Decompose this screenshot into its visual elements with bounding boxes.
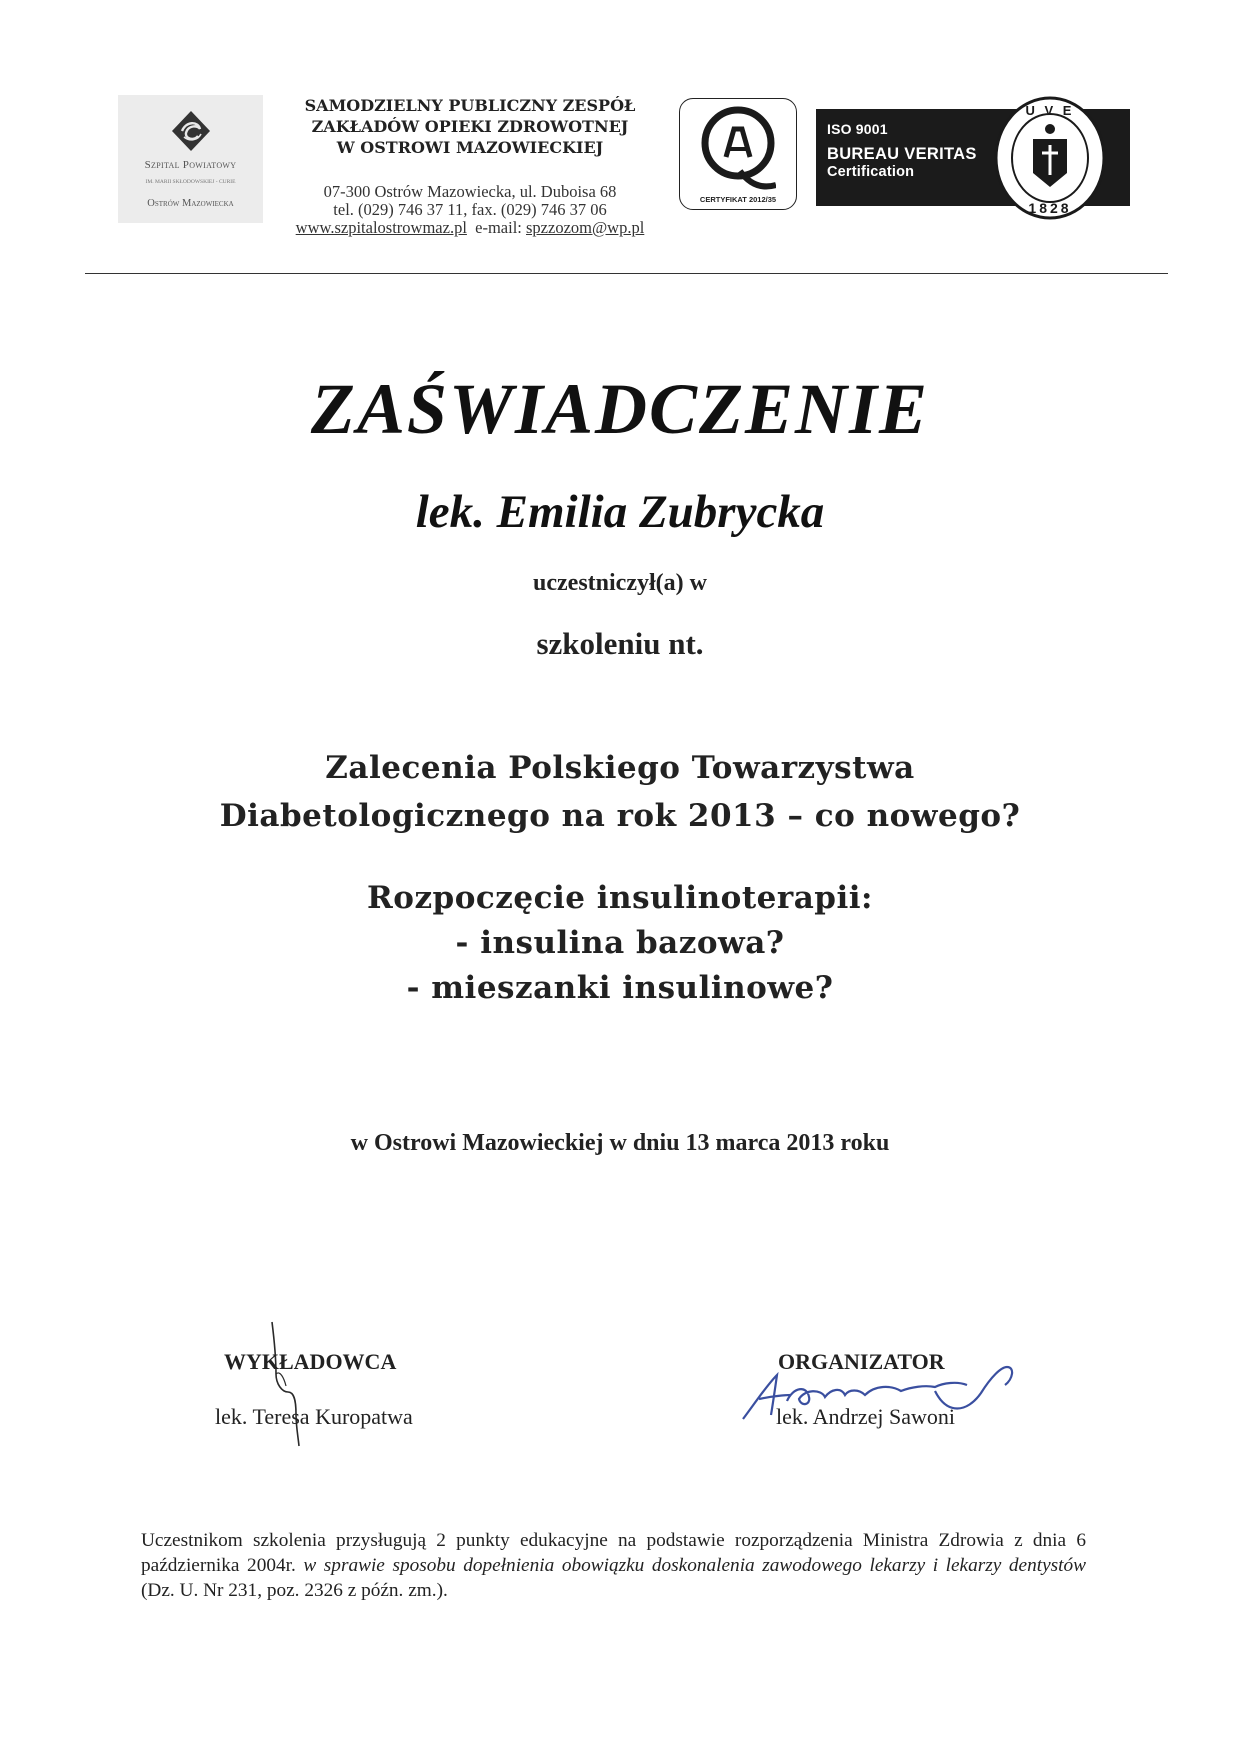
footnote-text: Uczestnikom szkolenia przysługują 2 punkty edukacyjne na podstawie rozporządzenia Ministra Zdrowia z dnia 6 października 2004r. <box>141 1530 1086 1576</box>
participation-text: uczestniczył(a) w <box>533 570 707 596</box>
training-topic-line: - mieszanki insulinowe? <box>406 970 834 1006</box>
hospital-emblem-icon <box>170 109 212 153</box>
training-topic-line: Rozpoczęcie insulinoterapii: <box>367 880 873 916</box>
header-divider <box>85 273 1168 274</box>
svg-text:U V E: U V E <box>1025 103 1075 118</box>
bureau-veritas-band <box>816 103 1130 216</box>
organizer-role: ORGANIZATOR <box>778 1349 945 1374</box>
company-label: BUREAU VERITAS <box>827 145 977 163</box>
website-link[interactable]: www.szpitalostrowmaz.pl <box>295 218 467 237</box>
institution-name-line: W OSTROWI MAZOWIECKIEJ <box>336 138 604 157</box>
lecturer-name: lek. Teresa Kuropatwa <box>215 1404 413 1429</box>
email-label: e-mail: <box>475 218 522 237</box>
quality-certificate-badge <box>679 98 797 210</box>
recipient-name: lek. Emilia Zubrycka <box>415 486 825 538</box>
institution-name-line: ZAKŁADÓW OPIEKI ZDROWOTNEJ <box>311 117 629 136</box>
institution-address: 07-300 Ostrów Mazowiecka, ul. Duboisa 68 <box>323 182 617 201</box>
certificate-number: CERTYFIKAT 2012/35 <box>699 195 777 204</box>
svg-text:1828: 1828 <box>1028 200 1072 216</box>
institution-contact <box>240 183 700 237</box>
footnote-text-end: (Dz. U. Nr 231, poz. 2326 z późn. zm.). <box>141 1580 448 1601</box>
training-topic-line: Zalecenia Polskiego Towarzystwa <box>325 750 915 786</box>
organizer-name: lek. Andrzej Sawoni <box>776 1404 956 1429</box>
footnote-italic-text: w sprawie sposobu dopełnienia obowiązku doskonalenia zawodowego lekarzy i lekarzy dentystów <box>303 1555 1086 1576</box>
logo-line-3: Ostrów Mazowiecka <box>147 198 234 209</box>
place-and-date: w Ostrowi Mazowieckiej w dniu 13 marca 2013 roku <box>350 1130 890 1156</box>
certification-label: Certification <box>827 164 915 180</box>
training-label: szkoleniu nt. <box>536 626 704 661</box>
email-link[interactable]: spzzozom@wp.pl <box>526 218 645 237</box>
logo-line-2: IM. MARII SKŁODOWSKIEJ - CURIE <box>145 179 236 185</box>
training-topic-line: - insulina bazowa? <box>455 925 785 961</box>
lecturer-role: WYKŁADOWCA <box>224 1349 397 1374</box>
institution-web-email <box>240 219 700 237</box>
quality-q-icon <box>700 105 776 191</box>
institution-name-line: SAMODZIELNY PUBLICZNY ZESPÓŁ <box>304 96 636 115</box>
logo-line-1: Szpital Powiatowy <box>144 159 237 171</box>
legal-footnote <box>141 1528 1086 1603</box>
training-topic-line: Diabetologicznego na rok 2013 – co nowego? <box>219 798 1021 834</box>
bureau-veritas-seal-icon <box>993 95 1107 221</box>
institution-name <box>240 95 700 158</box>
institution-phone-fax: tel. (029) 746 37 11, fax. (029) 746 37 06 <box>333 200 607 219</box>
iso-label: ISO 9001 <box>827 121 888 137</box>
document-title: ZAŚWIADCZENIE <box>310 369 930 449</box>
